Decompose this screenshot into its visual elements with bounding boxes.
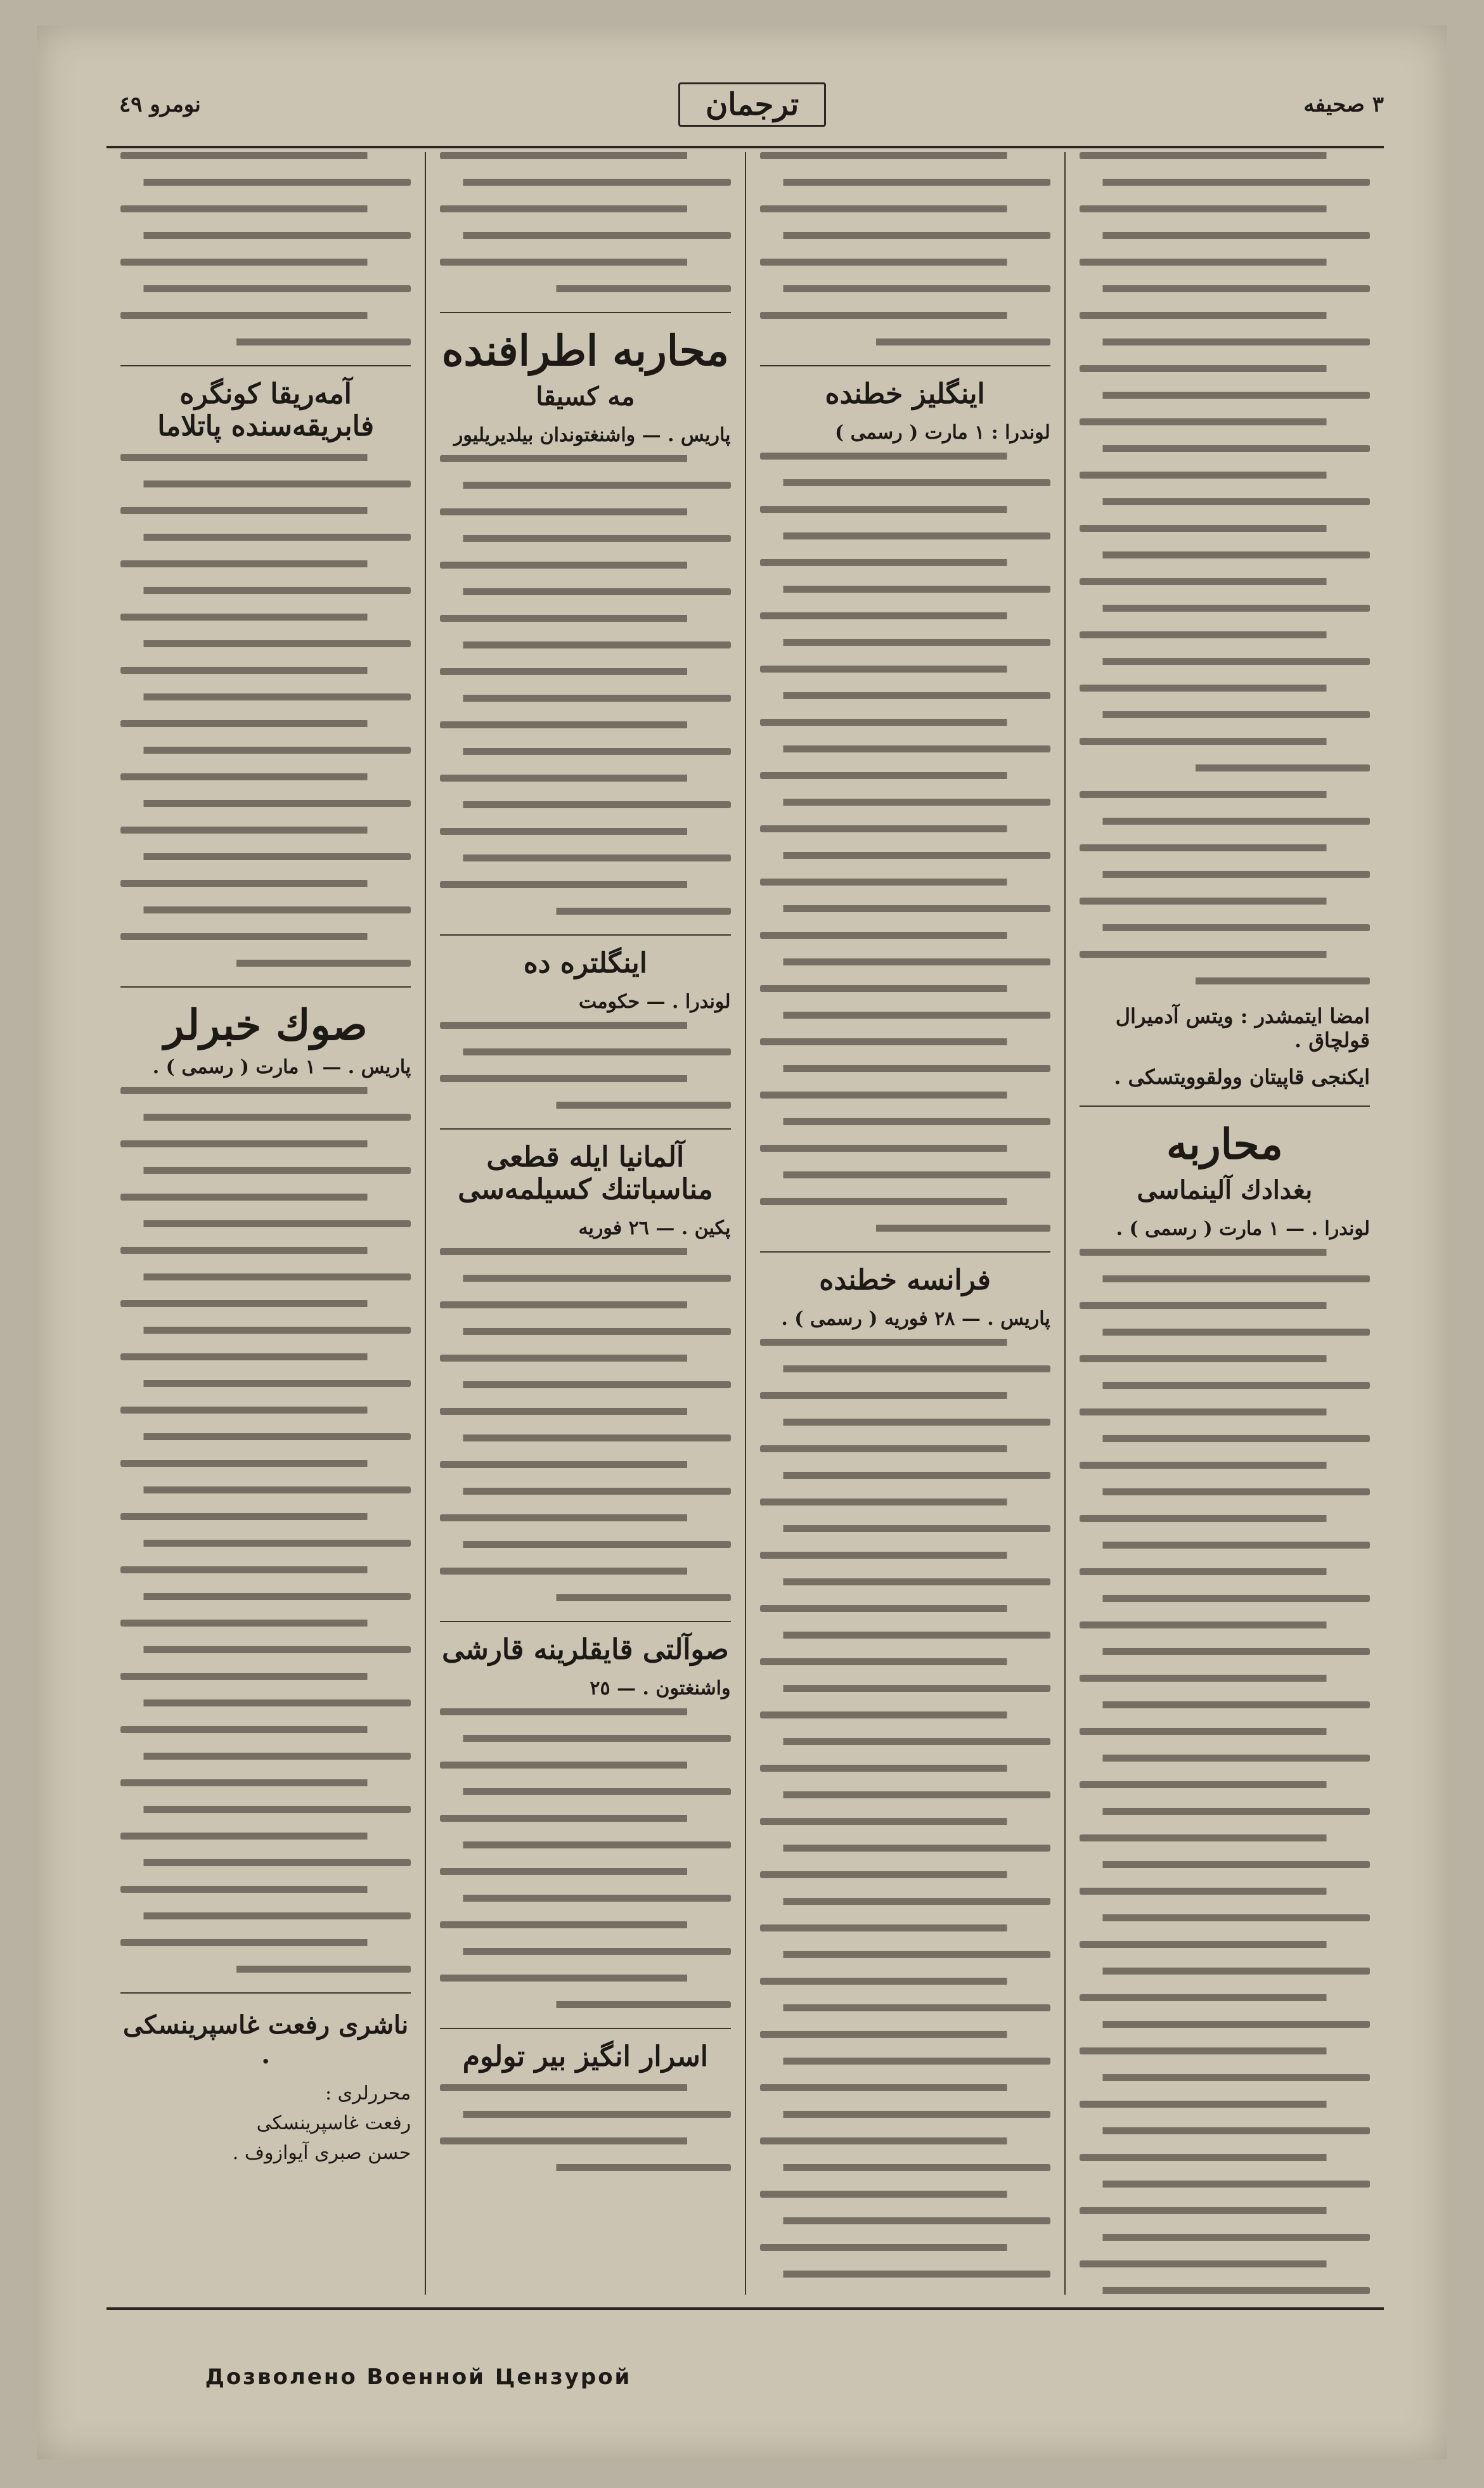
column-3-text-b xyxy=(440,455,730,915)
dateline-london-col3: لوندرا . — حکومت xyxy=(579,991,731,1013)
column-4-text-b xyxy=(120,454,411,967)
dateline-london-col2: لوندرا : ١ مارت ( رسمی ) xyxy=(835,422,1050,444)
signature-line-2: ایکنجی قاپیتان وولقوویتسکی . xyxy=(1114,1065,1370,1089)
headline-england: اینگلتره ده xyxy=(440,934,730,979)
column-4-text-c xyxy=(120,1087,411,1973)
page-number: ۳ صحیفه xyxy=(1303,92,1384,117)
dateline-washington: واشنغتون . — ٢٥ xyxy=(590,1677,731,1699)
masthead xyxy=(119,70,1384,139)
publisher-line: ناشری رفعت غاسپرینسکی . xyxy=(123,2010,409,2070)
headline-english-front: اینگلیز خطنده xyxy=(760,365,1050,410)
headline-mexico: مه کسیقا xyxy=(536,382,635,411)
column-3-text-d xyxy=(440,1248,730,1601)
editor-2: حسن صبری آیوازوف . xyxy=(232,2142,411,2164)
column-1-text-a xyxy=(1080,152,1370,984)
column-3-text-f xyxy=(440,2084,730,2171)
dateline-paris-col4: پاریس . — ١ مارت ( رسمی ) . xyxy=(152,1056,411,1078)
headline-germany-relations: آلمانیا ایله قطعی مناسباتنك کسیلمه‌سی xyxy=(440,1128,730,1206)
headline-baghdad: بغدادك آلینماسی xyxy=(1137,1175,1313,1205)
column-4-text-a xyxy=(120,152,411,345)
column-3-text-c xyxy=(440,1022,730,1109)
dateline-london: لوندرا . — ١ مارت ( رسمی ) . xyxy=(1116,1218,1370,1240)
issue-number: نومرو ٤٩ xyxy=(119,92,201,117)
dateline-paris-col2: پاریس . — ٢٨ فوریه ( رسمی ) . xyxy=(781,1308,1050,1330)
publisher-block xyxy=(120,1992,411,2164)
column-1-text-b xyxy=(1080,1249,1370,2295)
column-2-text-c xyxy=(760,1339,1050,2295)
column-3 xyxy=(425,152,744,2295)
column-1 xyxy=(1064,152,1384,2295)
signature-line-1: امضا ایتمشدر : ویتس آدمیرال قولچاق . xyxy=(1115,1004,1370,1052)
dateline-beijing: پکین . — ٢٦ فوریه xyxy=(578,1217,731,1239)
column-3-text-e xyxy=(440,1708,730,2008)
headline-mysterious-bag: اسرار انگیز بیر تولوم xyxy=(440,2028,730,2073)
column-4 xyxy=(106,152,425,2295)
column-2 xyxy=(745,152,1064,2295)
headline-submarines: صوآلتی قایقلرینه قارشی xyxy=(440,1621,730,1666)
bottom-rule xyxy=(106,2307,1384,2310)
dateline-paris-col3: پاریس . — واشنغتوندان بیلدیریلیور xyxy=(453,424,731,446)
column-3-text-a xyxy=(440,152,730,292)
headline-around-war: محاربه اطرافنده xyxy=(440,312,730,375)
text-columns xyxy=(106,152,1384,2295)
masthead-rule xyxy=(106,146,1384,148)
section-title-war: محاربه xyxy=(1080,1105,1370,1169)
headline-latest-news: صوك خبرلر xyxy=(120,986,411,1050)
newspaper-title: ترجمان xyxy=(678,82,826,127)
headline-america-explosion: آمه‌ریقا کونگره فابریقه‌سنده پاتلاما xyxy=(120,365,411,442)
column-2-text-b xyxy=(760,453,1050,1232)
editors-label: محررلری : xyxy=(325,2082,411,2104)
column-2-text-a xyxy=(760,152,1050,345)
newspaper-page xyxy=(37,25,1447,2459)
headline-french-front: فرانسه خطنده xyxy=(760,1251,1050,1296)
editor-1: رفعت غاسپرینسکی xyxy=(256,2112,411,2134)
censor-approval: Дозволено Военной Цензурой xyxy=(205,2364,632,2390)
